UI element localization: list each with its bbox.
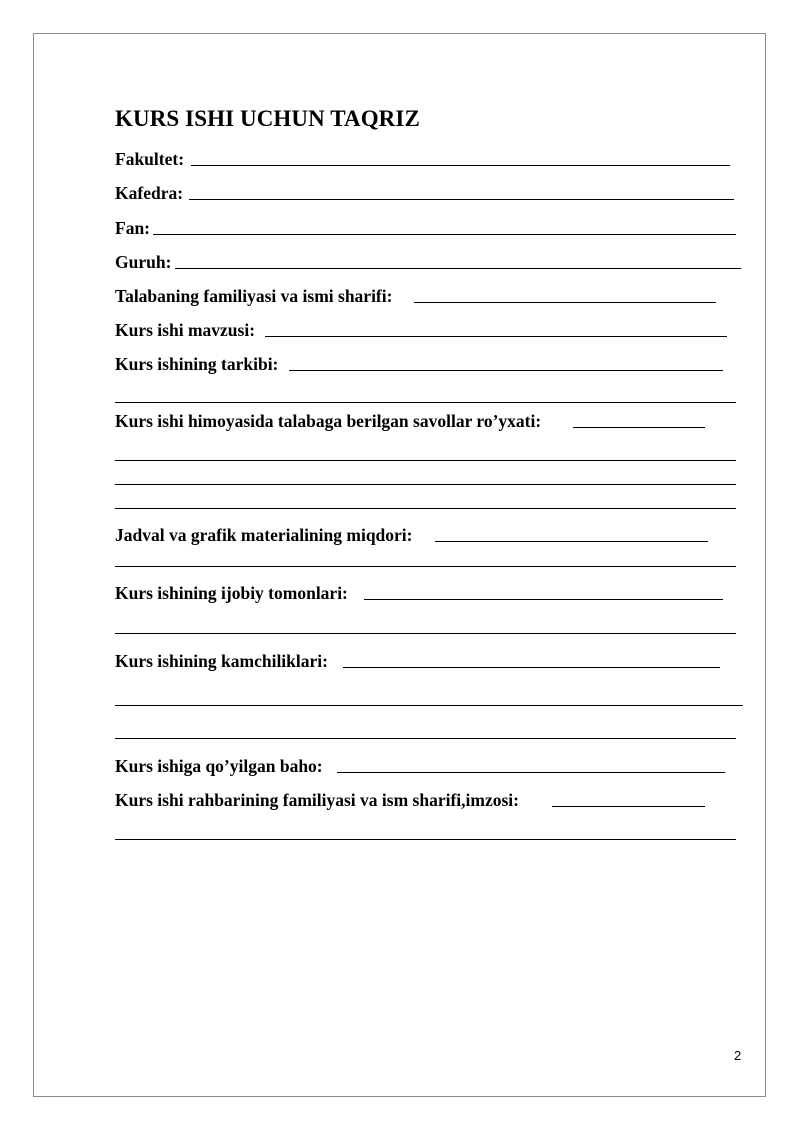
ijobiy-extra-line[interactable]	[115, 633, 736, 634]
kamchilik-answer-line[interactable]	[343, 667, 720, 668]
field-label-jadval: Jadval va grafik materialining miqdori:	[115, 525, 413, 545]
savollar-extra-line-1[interactable]	[115, 460, 736, 461]
talaba-answer-line[interactable]	[414, 302, 716, 303]
kafedra-answer-line[interactable]	[189, 199, 734, 200]
guruh-answer-line[interactable]	[175, 268, 741, 269]
field-label-ijobiy: Kurs ishining ijobiy tomonlari:	[115, 583, 348, 603]
page-number: 2	[734, 1048, 742, 1063]
ijobiy-answer-line[interactable]	[364, 599, 723, 600]
field-label-kamchilik: Kurs ishining kamchiliklari:	[115, 651, 328, 671]
kamchilik-extra-line-2[interactable]	[115, 738, 736, 739]
savollar-extra-line-3[interactable]	[115, 508, 736, 509]
fan-answer-line[interactable]	[153, 234, 736, 235]
field-label-mavzu: Kurs ishi mavzusi:	[115, 320, 256, 340]
field-label-guruh: Guruh:	[115, 252, 172, 272]
field-label-savollar: Kurs ishi himoyasida talabaga berilgan savollar ro’yxati:	[115, 411, 542, 431]
field-label-fan: Fan:	[115, 218, 150, 238]
savollar-answer-line[interactable]	[573, 427, 705, 428]
field-label-baho: Kurs ishiga qo’yilgan baho:	[115, 756, 323, 776]
fakultet-answer-line[interactable]	[191, 165, 730, 166]
document-title: KURS ISHI UCHUN TAQRIZ	[115, 106, 420, 131]
rahbar-answer-line[interactable]	[552, 806, 705, 807]
field-label-rahbar: Kurs ishi rahbarining familiyasi va ism sharifi,imzosi:	[115, 790, 519, 810]
mavzu-answer-line[interactable]	[265, 336, 727, 337]
jadval-answer-line[interactable]	[435, 541, 708, 542]
jadval-extra-line[interactable]	[115, 566, 736, 567]
field-label-talaba: Talabaning familiyasi va ismi sharifi:	[115, 286, 393, 306]
tarkib-answer-line[interactable]	[289, 370, 723, 371]
field-label-tarkib: Kurs ishining tarkibi:	[115, 354, 279, 374]
tarkib-extra-line[interactable]	[115, 402, 736, 403]
kamchilik-extra-line-1[interactable]	[115, 705, 743, 706]
baho-answer-line[interactable]	[337, 772, 725, 773]
field-label-fakultet: Fakultet:	[115, 149, 185, 169]
savollar-extra-line-2[interactable]	[115, 484, 736, 485]
field-label-kafedra: Kafedra:	[115, 183, 184, 203]
rahbar-extra-line[interactable]	[115, 839, 736, 840]
